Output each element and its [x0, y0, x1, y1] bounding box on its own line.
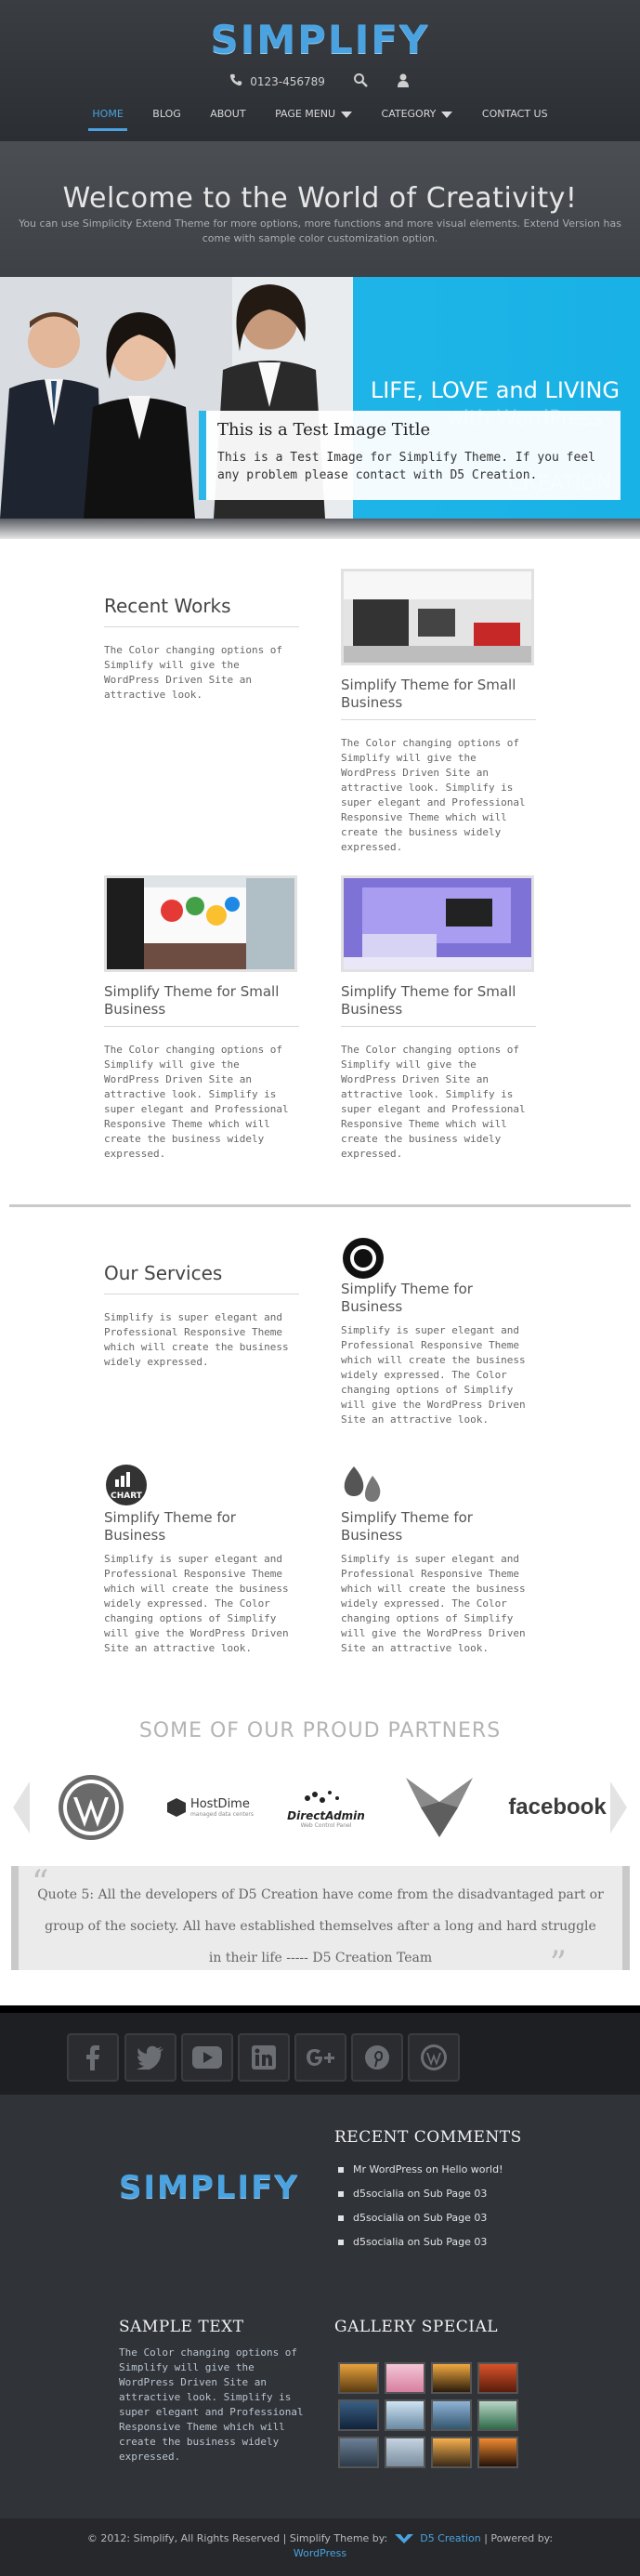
sample-text-body: The Color changing options of Simplify will give the WordPress Driven Site an attractive look. Simplify is super elegant and Professional Responsive Theme which will create the business widely expressed.: [119, 2346, 304, 2463]
partner-logo-hostdime[interactable]: [158, 1772, 262, 1843]
services-intro: Simplify is super elegant and Professional Responsive Theme which will create the business widely expressed.: [104, 1311, 289, 1368]
divider: [341, 719, 536, 720]
nav-item-about[interactable]: [197, 104, 258, 131]
wordpress-icon[interactable]: [408, 2033, 460, 2082]
recent-works-title: Recent Works: [104, 595, 231, 617]
twitter-icon[interactable]: [124, 2033, 176, 2082]
sample-text-title: SAMPLE TEXT: [119, 2318, 244, 2336]
directadmin-logo: [298, 1787, 354, 1809]
shield-logo: [402, 1774, 477, 1841]
divider: [104, 1026, 299, 1027]
partner-logo-facebook[interactable]: [502, 1772, 613, 1843]
nav-label: CATEGORY: [381, 108, 437, 120]
divider: [104, 1294, 299, 1295]
contact-row: [0, 72, 640, 90]
site-header: [0, 0, 640, 141]
divider: [341, 1026, 536, 1027]
service-title[interactable]: Simplify Theme for Business: [341, 1509, 473, 1544]
chevron-left-icon[interactable]: [9, 1780, 32, 1835]
services-title: Our Services: [104, 1262, 223, 1284]
quote-open-icon: “: [32, 1864, 49, 1902]
googleplus-icon[interactable]: [294, 2033, 346, 2082]
powered-by-label: | Powered by:: [484, 2532, 554, 2544]
nav-label: PAGE MENU: [275, 108, 336, 120]
linkedin-icon[interactable]: [238, 2033, 290, 2082]
recent-comments-list: [338, 2158, 503, 2254]
quote-text: Quote 5: All the developers of D5 Creation have come from the disadvantaged part or group of the society. All have established themselves after a long and hard struggle in their life ----- D5 Creation Team: [37, 1887, 604, 1965]
phone-number: 0123-456789: [250, 74, 325, 88]
d5-creation-link[interactable]: D5 Creation: [420, 2532, 481, 2544]
welcome-banner: [0, 141, 640, 277]
gallery-thumb[interactable]: [431, 2399, 472, 2431]
service-title[interactable]: Simplify Theme for Business: [104, 1509, 236, 1544]
partner-logo-shield[interactable]: [398, 1772, 481, 1843]
work-title[interactable]: Simplify Theme for Small Business: [341, 983, 516, 1018]
site-logo[interactable]: SIMPLIFY: [210, 17, 430, 62]
recent-comments-title: RECENT COMMENTS: [334, 2128, 522, 2147]
copyright-bar: [0, 2518, 640, 2576]
youtube-icon[interactable]: [181, 2033, 233, 2082]
partner-subtitle: Web Control Panel: [300, 1821, 352, 1829]
drops-icon: [341, 1463, 385, 1507]
testimonial-quote: [11, 1864, 630, 1983]
nav-label: ABOUT: [210, 108, 246, 120]
work-title[interactable]: Simplify Theme for Small Business: [104, 983, 280, 1018]
sun-icon: [341, 1236, 385, 1281]
image-slider[interactable]: [0, 277, 640, 519]
caption-title: This is a Test Image Title: [217, 420, 431, 440]
user-icon[interactable]: [372, 72, 411, 90]
chart-icon-label: CHART: [111, 1492, 142, 1501]
work-title[interactable]: Simplify Theme for Small Business: [341, 677, 516, 711]
nav-label: CONTACT US: [481, 108, 548, 120]
nav-item-category[interactable]: [369, 104, 466, 131]
comment-link[interactable]: Mr WordPress on Hello world!: [338, 2158, 503, 2182]
gallery-thumb[interactable]: [477, 2362, 518, 2394]
nav-item-contact-us[interactable]: [469, 104, 561, 131]
comment-link[interactable]: d5socialia on Sub Page 03: [338, 2182, 503, 2206]
nav-label: HOME: [92, 108, 124, 120]
gallery-thumb[interactable]: [431, 2362, 472, 2394]
comment-link[interactable]: d5socialia on Sub Page 03: [338, 2230, 503, 2254]
nav-item-page-menu[interactable]: [262, 104, 365, 131]
wordpress-link[interactable]: WordPress: [293, 2547, 347, 2559]
gallery-thumb[interactable]: [477, 2437, 518, 2468]
wordpress-logo: [57, 1773, 125, 1842]
work-thumbnail[interactable]: [104, 875, 297, 972]
slider-tagline: LIFE, LOVE and LIVING: [370, 377, 620, 403]
gallery-thumb[interactable]: [385, 2362, 425, 2394]
service-text: Simplify is super elegant and Professional Responsive Theme which will create the business widely expressed. The Color changing options of Simplify will give the WordPress Driven Site an attractive look.: [104, 1553, 289, 1654]
gallery-thumb[interactable]: [338, 2399, 379, 2431]
phone-icon: [229, 73, 246, 89]
chart-icon: [104, 1463, 149, 1507]
gallery-thumb[interactable]: [477, 2399, 518, 2431]
copyright-text: © 2012: Simplify, All Rights Reserved | Simplify Theme by:: [86, 2532, 388, 2544]
main-nav: [0, 104, 640, 131]
social-bar: [0, 2005, 640, 2095]
facebook-logo: facebook: [508, 1794, 607, 1820]
chevron-down-icon: [441, 112, 452, 118]
quote-close-icon: ”: [549, 1945, 567, 1983]
welcome-title: Welcome to the World of Creativity!: [62, 182, 578, 215]
work-text: The Color changing options of Simplify will give the WordPress Driven Site an attractive look. Simplify is super elegant and Professional Responsive Theme which will create the business widely expressed.: [104, 1044, 289, 1160]
section-divider: [9, 1204, 631, 1207]
comment-link[interactable]: d5socialia on Sub Page 03: [338, 2206, 503, 2230]
slider-caption: [199, 411, 620, 500]
pinterest-icon[interactable]: [351, 2033, 403, 2082]
work-text: The Color changing options of Simplify will give the WordPress Driven Site an attractive look. Simplify is super elegant and Professional Responsive Theme which will create the business widely expressed.: [341, 1044, 526, 1160]
search-icon[interactable]: [329, 72, 368, 90]
partner-name: HostDime: [189, 1797, 250, 1811]
welcome-text: You can use Simplicity Extend Theme for more options, more functions and more visual elements. Extend Version has come with sample color customization option.: [19, 217, 621, 244]
gallery-title: GALLERY SPECIAL: [334, 2318, 499, 2336]
work-text: The Color changing options of Simplify will give the WordPress Driven Site an attractive look. Simplify is super elegant and Professional Responsive Theme which will create the business widely expressed.: [341, 737, 526, 853]
service-text: Simplify is super elegant and Professional Responsive Theme which will create the business widely expressed. The Color changing options of Simplify will give the WordPress Driven Site an attractive look.: [341, 1324, 526, 1426]
gallery-thumb[interactable]: [385, 2399, 425, 2431]
service-title[interactable]: Simplify Theme for Business: [341, 1281, 473, 1315]
partner-name: DirectAdmin: [287, 1808, 365, 1822]
caption-text: This is a Test Image for Simplify Theme. If you feel any problem please contact with D5 Creation.: [217, 451, 595, 482]
site-footer: [0, 2095, 640, 2518]
work-thumbnail[interactable]: [341, 569, 534, 665]
nav-item-home[interactable]: [79, 104, 136, 131]
work-thumbnail[interactable]: [341, 875, 534, 972]
d5-creation-icon: [393, 2532, 415, 2545]
gallery-thumb[interactable]: [338, 2362, 379, 2394]
chevron-right-icon[interactable]: [608, 1780, 631, 1835]
recent-works-intro: The Color changing options of Simplify will give the WordPress Driven Site an attractive look.: [104, 644, 283, 701]
partner-logo-directadmin[interactable]: [275, 1772, 377, 1843]
gallery-thumb[interactable]: [338, 2437, 379, 2468]
slider-shadow: [0, 519, 640, 539]
partner-logo-wordpress[interactable]: [54, 1772, 128, 1843]
footer-logo[interactable]: SIMPLIFY: [119, 2169, 300, 2206]
partners-carousel: [0, 1761, 640, 1854]
service-text: Simplify is super elegant and Professional Responsive Theme which will create the business widely expressed. The Color changing options of Simplify will give the WordPress Driven Site an attractive look.: [341, 1553, 526, 1654]
gallery-thumb[interactable]: [385, 2437, 425, 2468]
nav-label: BLOG: [152, 108, 181, 120]
facebook-icon[interactable]: [67, 2033, 119, 2082]
nav-item-blog[interactable]: [139, 104, 193, 131]
gallery-grid: [338, 2362, 518, 2468]
divider: [104, 626, 299, 627]
hostdime-logo: [166, 1797, 187, 1818]
partners-title: SOME OF OUR PROUD PARTNERS: [138, 1719, 502, 1742]
partner-subtitle: managed data centers: [189, 1811, 255, 1818]
gallery-thumb[interactable]: [431, 2437, 472, 2468]
chevron-down-icon: [341, 112, 352, 118]
